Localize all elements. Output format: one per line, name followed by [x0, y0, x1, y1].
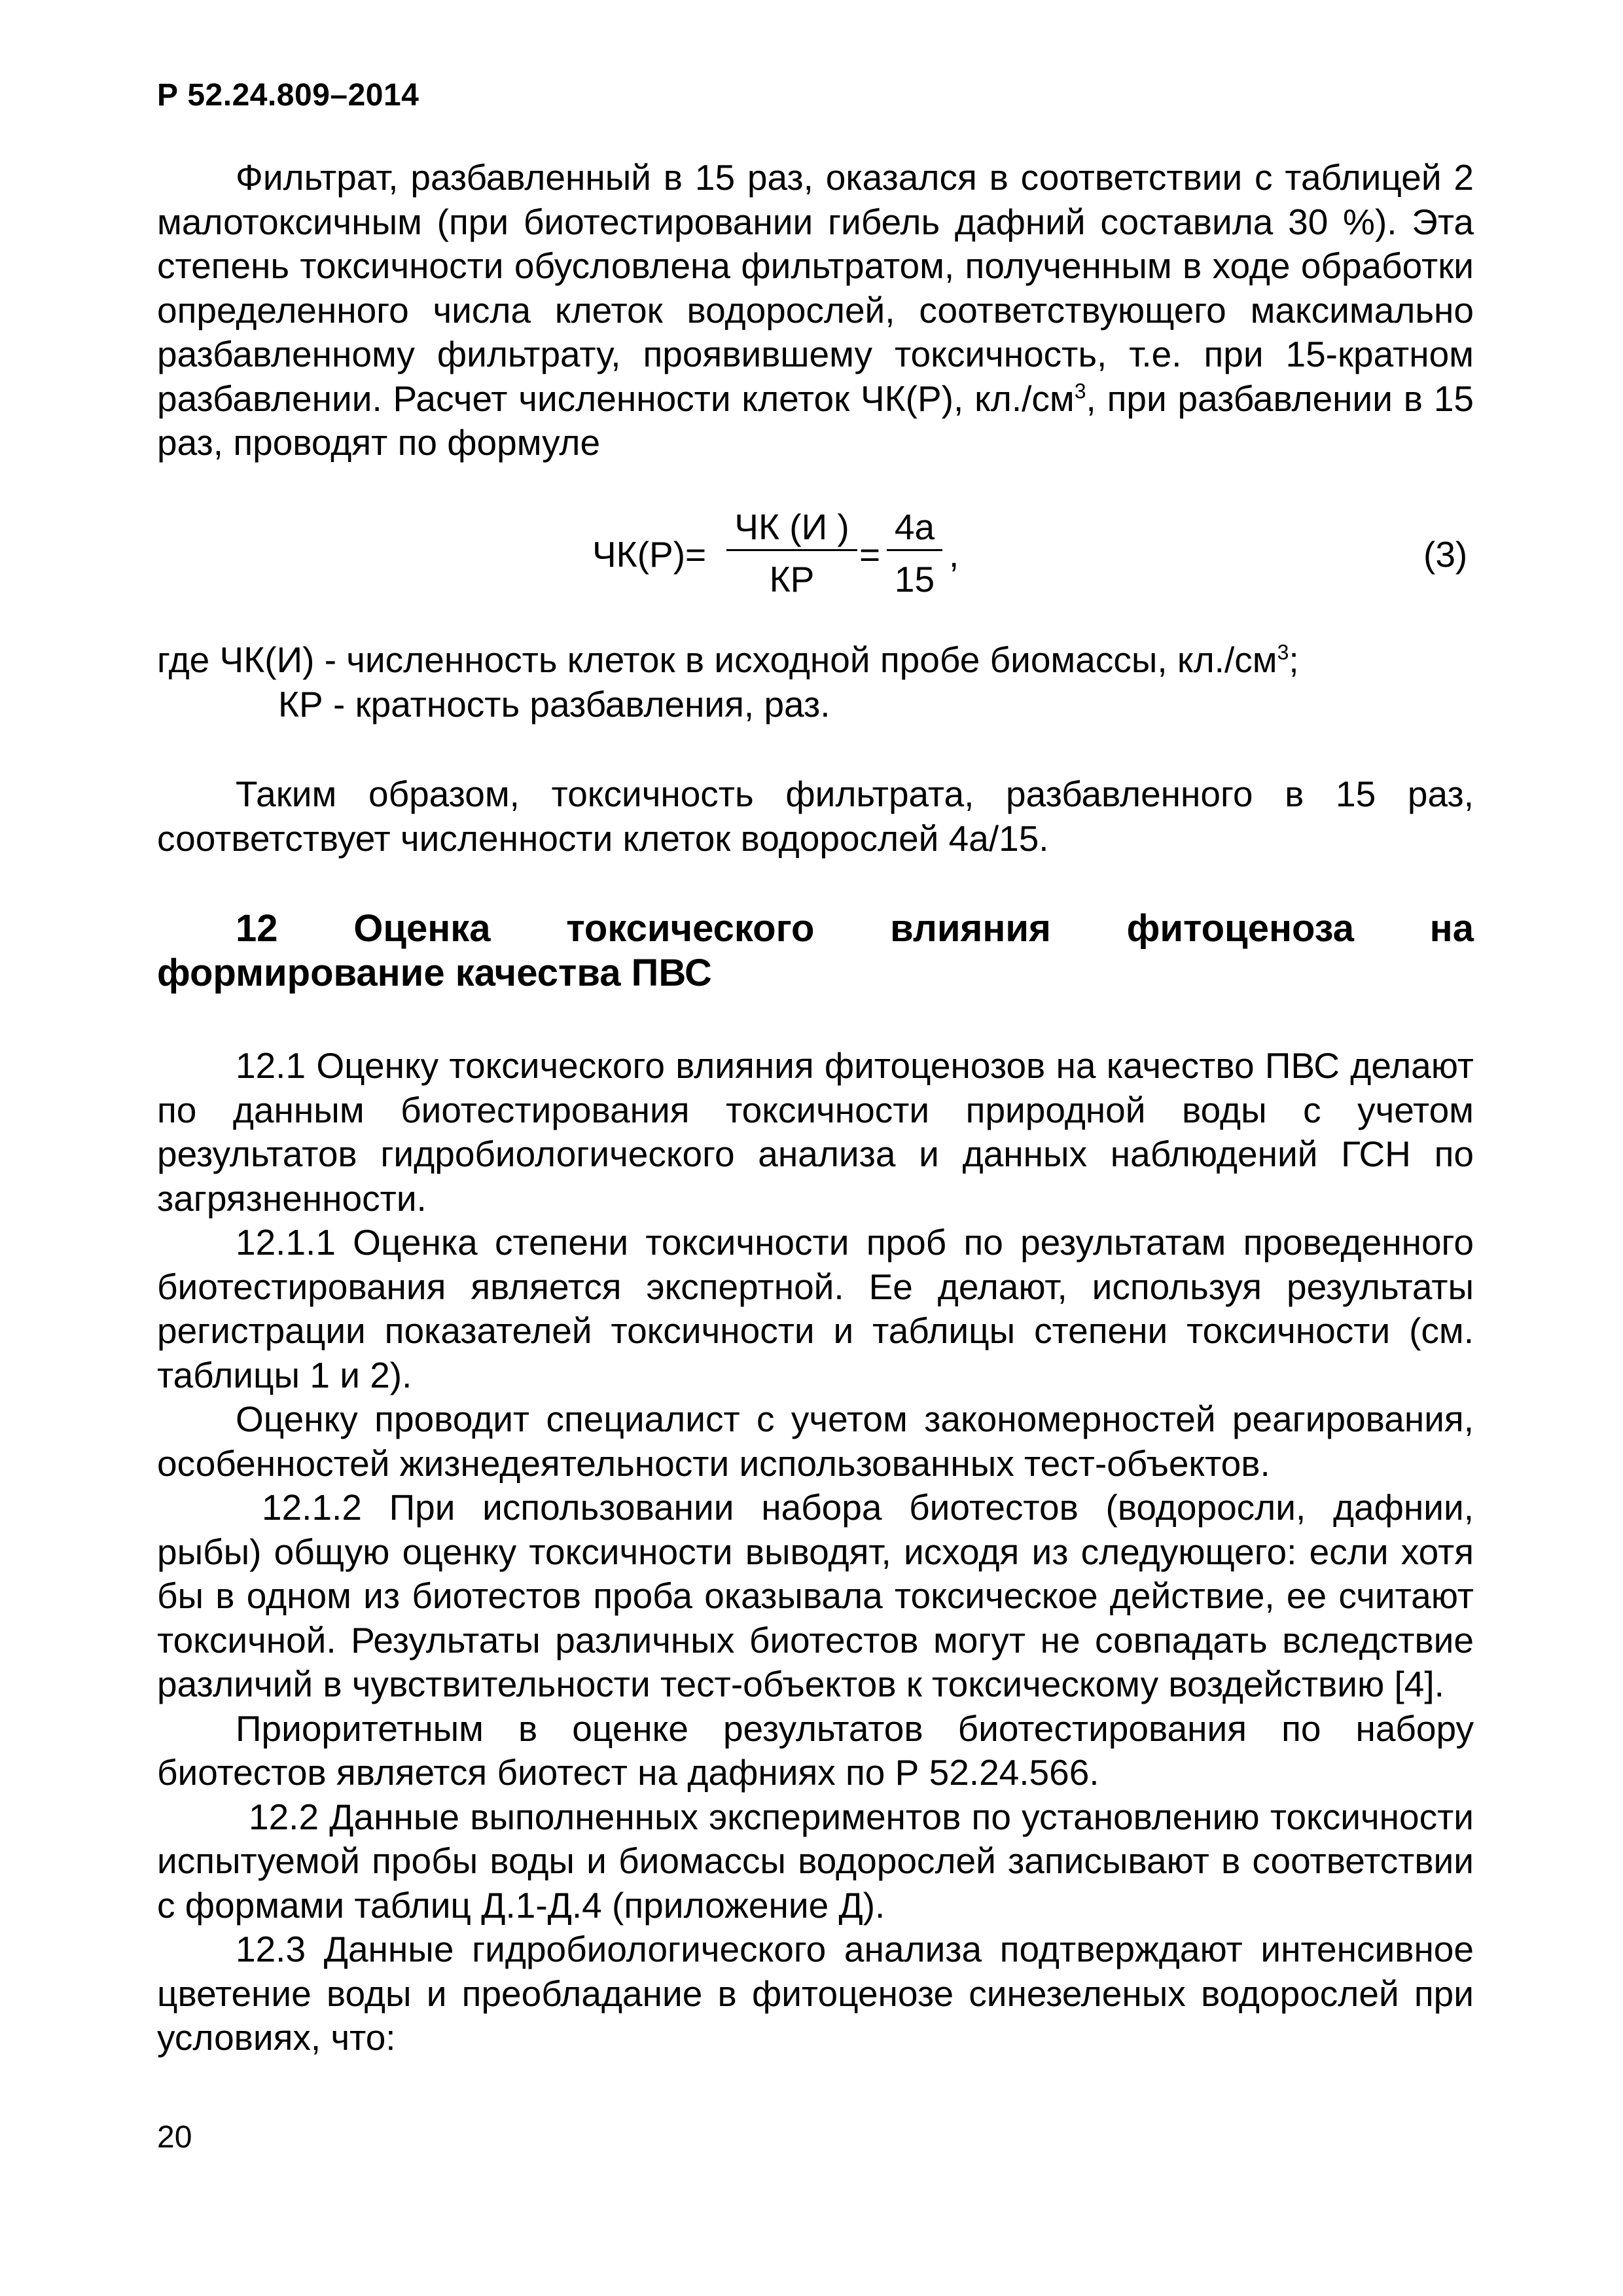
fraction-1-numerator: ЧК (И )	[734, 507, 849, 547]
paragraph-priority: Приоритетным в оценке результатов биотестирования по набору биотестов является биотест на дафниях по Р 52.24.566.	[157, 1708, 1474, 1793]
legend-line-2: КР - кратность разбавления, раз.	[278, 683, 830, 725]
formula-3	[592, 507, 985, 599]
paragraph-expert-assessment: Оценку проводит специалист с учетом закономерностей реагирования, особенностей жизнедеятельности использованных тест-объектов.	[157, 1399, 1474, 1484]
conclusion-text	[157, 772, 1474, 861]
intro-text	[157, 156, 1474, 465]
paragraph-12-1-1: 12.1.1 Оценка степени токсичности проб по результатам проведенного биотестирования является экспертной. Ее делают, используя результаты регистрации показателей токсичности и таблицы степени токсичности (см. таблицы 1 и 2).	[157, 1222, 1474, 1395]
intro-paragraph	[157, 156, 1474, 465]
heading-line-2: формирование качества ПВС	[157, 952, 712, 994]
fraction-2-denominator: 15	[894, 559, 935, 600]
paragraph-12-2: 12.2 Данные выполненных экспериментов по установлению токсичности испытуемой пробы воды и биомассы водорослей записывают в соответствии с формами таблиц Д.1-Д.4 (приложение Д).	[157, 1796, 1474, 1926]
legend-line-1-end: ;	[1289, 639, 1299, 680]
formula-lhs: ЧК(Р)=	[592, 534, 707, 575]
superscript-3: 3	[1277, 640, 1289, 664]
heading-word: токсического	[566, 907, 815, 950]
heading-word: 12	[236, 907, 278, 950]
formula-legend	[157, 638, 1474, 726]
heading-word: Оценка	[353, 907, 491, 950]
document-code: Р 52.24.809–2014	[157, 78, 419, 113]
fraction-1-denominator: КР	[769, 559, 815, 600]
paragraph-12-1-2: 12.1.2 При использовании набора биотестов (водоросли, дафнии, рыбы) общую оценку токсичности выводят, исходя из следующего: если хотя бы в одном из биотестов проба оказывала токсическое действие, ее считают токсичной. Результаты различных биотестов могут не совпадать вследствие различий в чувствительности тест-объектов к токсическому воздействию [4].	[157, 1487, 1474, 1704]
formula-comma: ,	[949, 534, 959, 575]
paragraph-12-1: 12.1 Оценку токсического влияния фитоценозов на качество ПВС делают по данным биотестирования токсичности природной воды с учетом результатов гидробиологического анализа и данных наблюдений ГСН по загрязненности.	[157, 1045, 1474, 1219]
heading-word: фитоценоза	[1126, 907, 1354, 950]
fraction-1-bar	[726, 549, 857, 551]
superscript-3: 3	[1074, 379, 1086, 403]
intro-paragraph-end: , при разбавлении в 15 раз, проводят по формуле	[157, 378, 1474, 463]
page-number: 20	[157, 2120, 192, 2155]
paragraph-12-3: 12.3 Данные гидробиологического анализа подтверждают интенсивное цветение воды и преобладание в фитоценозе синезеленых водорослей при условиях, что:	[157, 1929, 1474, 2058]
conclusion-paragraph: Таким образом, токсичность фильтрата, разбавленного в 15 раз, соответствует численности клеток водорослей 4а/15.	[157, 774, 1474, 859]
legend-line-1-text: где ЧК(И) - численность клеток в исходной пробе биомассы, кл./см	[157, 639, 1277, 680]
fraction-2-bar	[887, 549, 942, 551]
formula-fraction-1	[726, 507, 857, 599]
legend-line-1	[157, 638, 1474, 683]
formula-number: (3)	[1423, 534, 1468, 575]
formula-equals: =	[859, 534, 881, 575]
fraction-2-numerator: 4а	[894, 507, 935, 547]
formula-fraction-2	[887, 507, 942, 599]
heading-line-1	[157, 906, 1474, 951]
intro-paragraph-text: Фильтрат, разбавленный в 15 раз, оказался в соответствии с таблицей 2 малотоксичным (при биотестировании гибель дафний составила 30 %). Эта степень токсичности обусловлена фильтратом, полученным в ходе обработки определенного числа клеток водорослей, соответствующего максимально разбавленному фильтрату, проявившему токсичность, т.е. при 15-кратном разбавлении. Расчет численности клеток ЧК(Р), кл./см	[157, 157, 1474, 419]
heading-word: на	[1429, 907, 1474, 950]
section-12-heading	[157, 906, 1474, 996]
heading-word: влияния	[890, 907, 1051, 950]
section-12-body	[157, 1044, 1474, 2060]
